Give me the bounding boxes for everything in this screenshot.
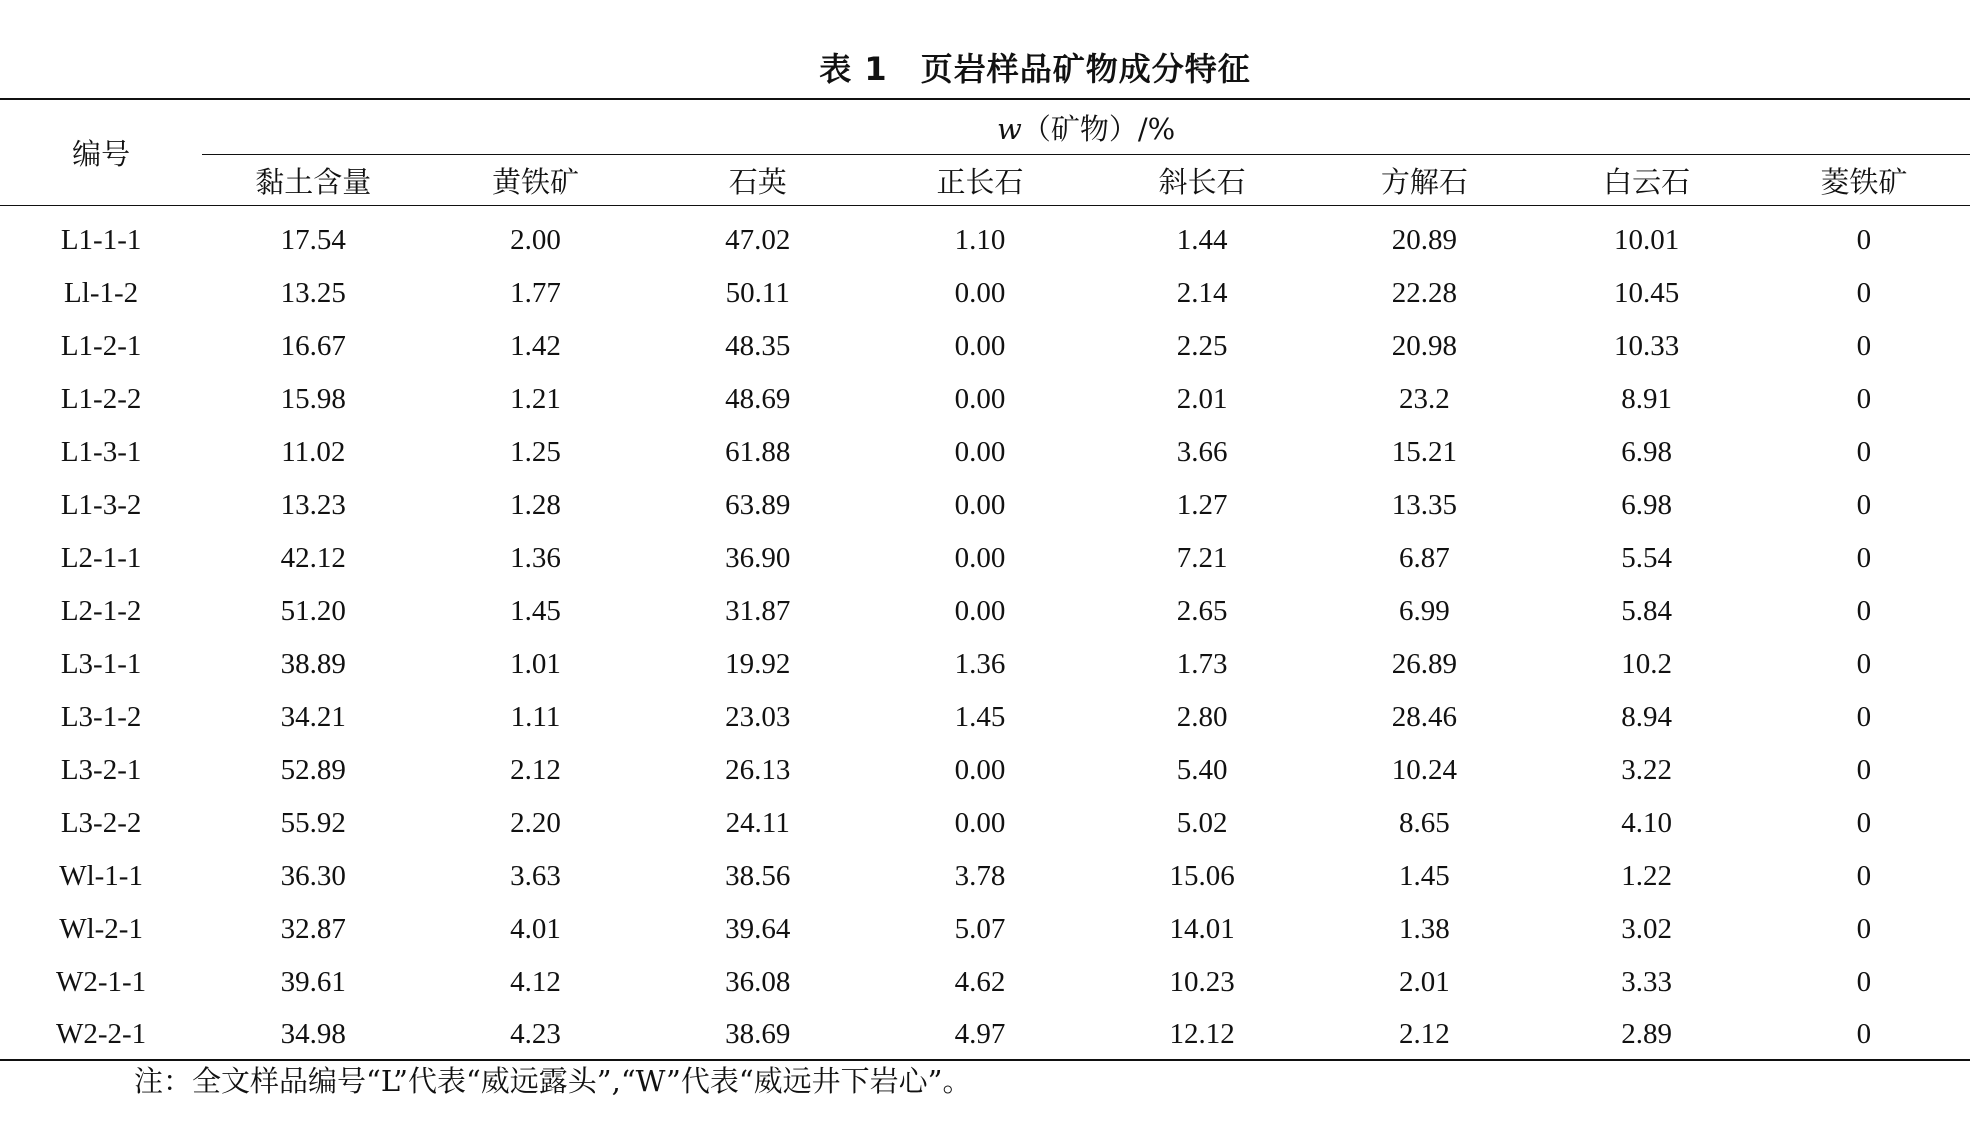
table-cell: 0 <box>1856 595 1872 627</box>
mineral-unit-label: （矿物）/% <box>1021 111 1176 146</box>
table-cell: 23.2 <box>1399 383 1450 415</box>
table-cell: 2.25 <box>1176 330 1228 362</box>
table-row <box>0 267 1970 320</box>
table-cell: 0 <box>1856 807 1872 839</box>
table-cell: 19.92 <box>725 648 791 680</box>
sample-id-cell: Wl-2-1 <box>59 913 143 945</box>
sample-id-cell: W2-1-1 <box>56 966 147 998</box>
table-cell: 52.89 <box>280 754 346 786</box>
table-cell: 39.61 <box>280 966 346 998</box>
table-cell: 3.78 <box>954 860 1006 892</box>
table-cell: 2.65 <box>1176 595 1228 627</box>
sample-id-cell: L1-1-1 <box>60 224 142 256</box>
table-cell: 5.54 <box>1621 542 1672 574</box>
table-cell: 1.28 <box>510 489 561 521</box>
sample-id-cell: L3-2-2 <box>60 807 142 839</box>
table-cell: 42.12 <box>280 542 346 574</box>
sample-id-header: 编号 <box>0 99 202 206</box>
header-row-columns <box>0 155 1970 206</box>
table-cell: 15.98 <box>280 383 346 415</box>
sample-id-cell: L1-2-1 <box>60 330 142 362</box>
table-cell: 0 <box>1856 224 1872 256</box>
table-cell: 3.02 <box>1621 913 1672 945</box>
table-cell: 0.00 <box>954 807 1006 839</box>
table-cell: 3.33 <box>1621 966 1672 998</box>
table-cell: 8.91 <box>1621 383 1672 415</box>
table-cell: 61.88 <box>725 436 791 468</box>
table-cell: 0 <box>1856 701 1872 733</box>
sample-id-cell: L1-2-2 <box>60 383 142 415</box>
table-cell: 0 <box>1856 383 1872 415</box>
table-cell: 15.21 <box>1391 436 1458 468</box>
table-cell: 24.11 <box>725 807 790 839</box>
table-cell: 1.21 <box>510 383 561 415</box>
table-cell: 13.23 <box>280 489 346 521</box>
table-cell: 1.42 <box>510 330 561 362</box>
column-header-siderite: 菱铁矿 <box>1758 155 1970 206</box>
table-cell: 5.07 <box>954 913 1006 945</box>
table-cell: 1.44 <box>1176 224 1228 256</box>
table-cell: 1.73 <box>1176 648 1228 680</box>
table-cell: 4.23 <box>424 1009 646 1060</box>
sample-id-cell: Wl-1-1 <box>59 860 143 892</box>
sample-id-cell: Ll-1-2 <box>64 277 139 309</box>
column-header-clay: 黏土含量 <box>202 155 424 206</box>
table-cell: 2.14 <box>1176 277 1228 309</box>
table-cell: 1.27 <box>1176 489 1228 521</box>
table-cell: 0 <box>1856 542 1872 574</box>
table-row <box>0 1009 1970 1060</box>
table-cell: 11.02 <box>281 436 346 468</box>
table-cell: 15.06 <box>1169 860 1235 892</box>
table-cell: 38.69 <box>647 1009 869 1060</box>
table-cell: 36.30 <box>280 860 346 892</box>
table-row <box>0 320 1970 373</box>
table-cell: 31.87 <box>725 595 791 627</box>
column-header-plagioclase: 斜长石 <box>1091 155 1313 206</box>
table-cell: 17.54 <box>280 224 346 256</box>
table-cell: 10.01 <box>1613 224 1680 256</box>
table-cell: 0.00 <box>954 383 1006 415</box>
table-cell: 0 <box>1856 966 1872 998</box>
table-cell: 48.69 <box>725 383 791 415</box>
table-cell: 10.33 <box>1613 330 1680 362</box>
table-cell: 4.01 <box>510 913 561 945</box>
table-cell: 8.65 <box>1399 807 1450 839</box>
table-cell: 1.01 <box>510 648 561 680</box>
table-cell: 0 <box>1856 489 1872 521</box>
table-cell: 2.12 <box>510 754 561 786</box>
table-caption: 表 1 页岩样品矿物成分特征 <box>819 50 1251 88</box>
table-cell: 1.36 <box>954 648 1006 680</box>
table-cell: 6.98 <box>1621 489 1672 521</box>
table-cell: 4.12 <box>510 966 561 998</box>
table-cell: 34.98 <box>202 1009 424 1060</box>
table-cell: 0 <box>1758 1009 1970 1060</box>
table-cell: 20.89 <box>1391 224 1458 256</box>
table-cell: 14.01 <box>1169 913 1235 945</box>
table-cell: 1.38 <box>1399 913 1450 945</box>
table-cell: 10.45 <box>1613 277 1680 309</box>
table-cell: 2.01 <box>1399 966 1450 998</box>
table-cell: 0.00 <box>954 330 1006 362</box>
column-header-quartz: 石英 <box>647 155 869 206</box>
table-cell: 38.56 <box>725 860 791 892</box>
table-cell: 48.35 <box>725 330 791 362</box>
table-cell: 13.25 <box>280 277 346 309</box>
table-cell: 7.21 <box>1176 542 1228 574</box>
table-cell: 5.02 <box>1176 807 1228 839</box>
table-cell: 55.92 <box>280 807 346 839</box>
table-cell: 4.10 <box>1621 807 1672 839</box>
table-row <box>0 638 1970 691</box>
table-cell: 1.22 <box>1621 860 1672 892</box>
table-cell: 1.25 <box>510 436 561 468</box>
table-cell: 0.00 <box>954 595 1006 627</box>
table-cell: 0 <box>1856 436 1872 468</box>
table-cell: 0.00 <box>954 436 1006 468</box>
table-cell: 39.64 <box>725 913 791 945</box>
table-cell: 0 <box>1856 860 1872 892</box>
table-cell: 1.36 <box>510 542 561 574</box>
table-row <box>0 373 1970 426</box>
table-cell: 0.00 <box>954 754 1006 786</box>
table-cell: 0 <box>1856 913 1872 945</box>
table-footnote: 注：全文样品编号“L”代表“威远露头”,“W”代表“威远井下岩心”。 <box>134 1064 972 1098</box>
sample-id-cell: L2-1-2 <box>60 595 142 627</box>
table-cell: 2.01 <box>1176 383 1228 415</box>
column-header-dolomite: 白云石 <box>1536 155 1758 206</box>
table-cell: 0 <box>1856 277 1872 309</box>
table-cell: 1.77 <box>510 277 561 309</box>
sample-id-cell: L3-1-2 <box>60 701 142 733</box>
table-row <box>0 850 1970 903</box>
table-cell: 6.98 <box>1621 436 1672 468</box>
table-row <box>0 956 1970 1009</box>
table-cell: 50.11 <box>725 277 790 309</box>
table-cell: 5.84 <box>1621 595 1672 627</box>
table-cell: 8.94 <box>1621 701 1672 733</box>
table-cell: 34.21 <box>280 701 346 733</box>
table-row <box>0 797 1970 850</box>
table-body <box>0 206 1970 1061</box>
table-cell: 3.63 <box>510 860 561 892</box>
table-cell: 38.89 <box>280 648 346 680</box>
table-cell: 23.03 <box>725 701 791 733</box>
table-cell: 2.00 <box>510 224 561 256</box>
table-cell: 16.67 <box>280 330 346 362</box>
sample-id-cell: L3-2-1 <box>60 754 142 786</box>
table-cell: 26.89 <box>1391 648 1458 680</box>
table-row <box>0 585 1970 638</box>
table-cell: 0 <box>1856 330 1872 362</box>
table-cell: 10.2 <box>1621 648 1672 680</box>
table-cell: 3.22 <box>1621 754 1672 786</box>
table-cell: 1.10 <box>954 224 1006 256</box>
table-cell: 4.97 <box>869 1009 1091 1060</box>
table-cell: 47.02 <box>725 224 791 256</box>
table-cell: 2.80 <box>1176 701 1228 733</box>
column-header-calcite: 方解石 <box>1313 155 1535 206</box>
table-cell: 51.20 <box>280 595 346 627</box>
table-cell: 0.00 <box>954 489 1006 521</box>
table-cell: 28.46 <box>1391 701 1458 733</box>
table-row <box>0 744 1970 797</box>
table-cell: 1.45 <box>510 595 561 627</box>
table-cell: 20.98 <box>1391 330 1458 362</box>
table-cell: 0 <box>1856 648 1872 680</box>
table-cell: 0.00 <box>954 277 1006 309</box>
table-row <box>0 532 1970 585</box>
sample-id-cell: L1-3-1 <box>60 436 142 468</box>
table-row <box>0 691 1970 744</box>
table-cell: 2.20 <box>510 807 561 839</box>
table-cell: 12.12 <box>1091 1009 1313 1060</box>
sample-id-cell: L2-1-1 <box>60 542 142 574</box>
sample-id-cell: L3-1-1 <box>60 648 142 680</box>
table-cell: 0 <box>1856 754 1872 786</box>
sample-id-cell: W2-2-1 <box>0 1009 202 1060</box>
table-cell: 3.66 <box>1176 436 1228 468</box>
table-cell: 32.87 <box>280 913 346 945</box>
table-cell: 6.99 <box>1399 595 1450 627</box>
table-cell: 36.08 <box>725 966 791 998</box>
mineral-composition-table <box>0 98 1970 1061</box>
mineral-fraction-header <box>202 99 1970 155</box>
table-cell: 1.45 <box>954 701 1006 733</box>
w-variable: w <box>997 111 1022 146</box>
table-cell: 1.11 <box>510 701 561 733</box>
table-row <box>0 426 1970 479</box>
table-cell: 5.40 <box>1176 754 1228 786</box>
table-cell: 26.13 <box>725 754 791 786</box>
table-cell: 22.28 <box>1391 277 1458 309</box>
table-row <box>0 479 1970 532</box>
table-cell: 1.45 <box>1399 860 1450 892</box>
column-header-orthoclase: 正长石 <box>869 155 1091 206</box>
table-cell: 63.89 <box>725 489 791 521</box>
table-cell: 2.12 <box>1313 1009 1535 1060</box>
table-row <box>0 206 1970 268</box>
table-cell: 2.89 <box>1536 1009 1758 1060</box>
table-cell: 36.90 <box>725 542 791 574</box>
table-cell: 6.87 <box>1399 542 1450 574</box>
table-cell: 4.62 <box>954 966 1006 998</box>
column-header-pyrite: 黄铁矿 <box>424 155 646 206</box>
table-cell: 10.24 <box>1391 754 1458 786</box>
table-cell: 13.35 <box>1391 489 1458 521</box>
table-cell: 0.00 <box>954 542 1006 574</box>
table-cell: 10.23 <box>1169 966 1235 998</box>
table-row <box>0 903 1970 956</box>
header-row-top <box>0 99 1970 155</box>
sample-id-cell: L1-3-2 <box>60 489 142 521</box>
